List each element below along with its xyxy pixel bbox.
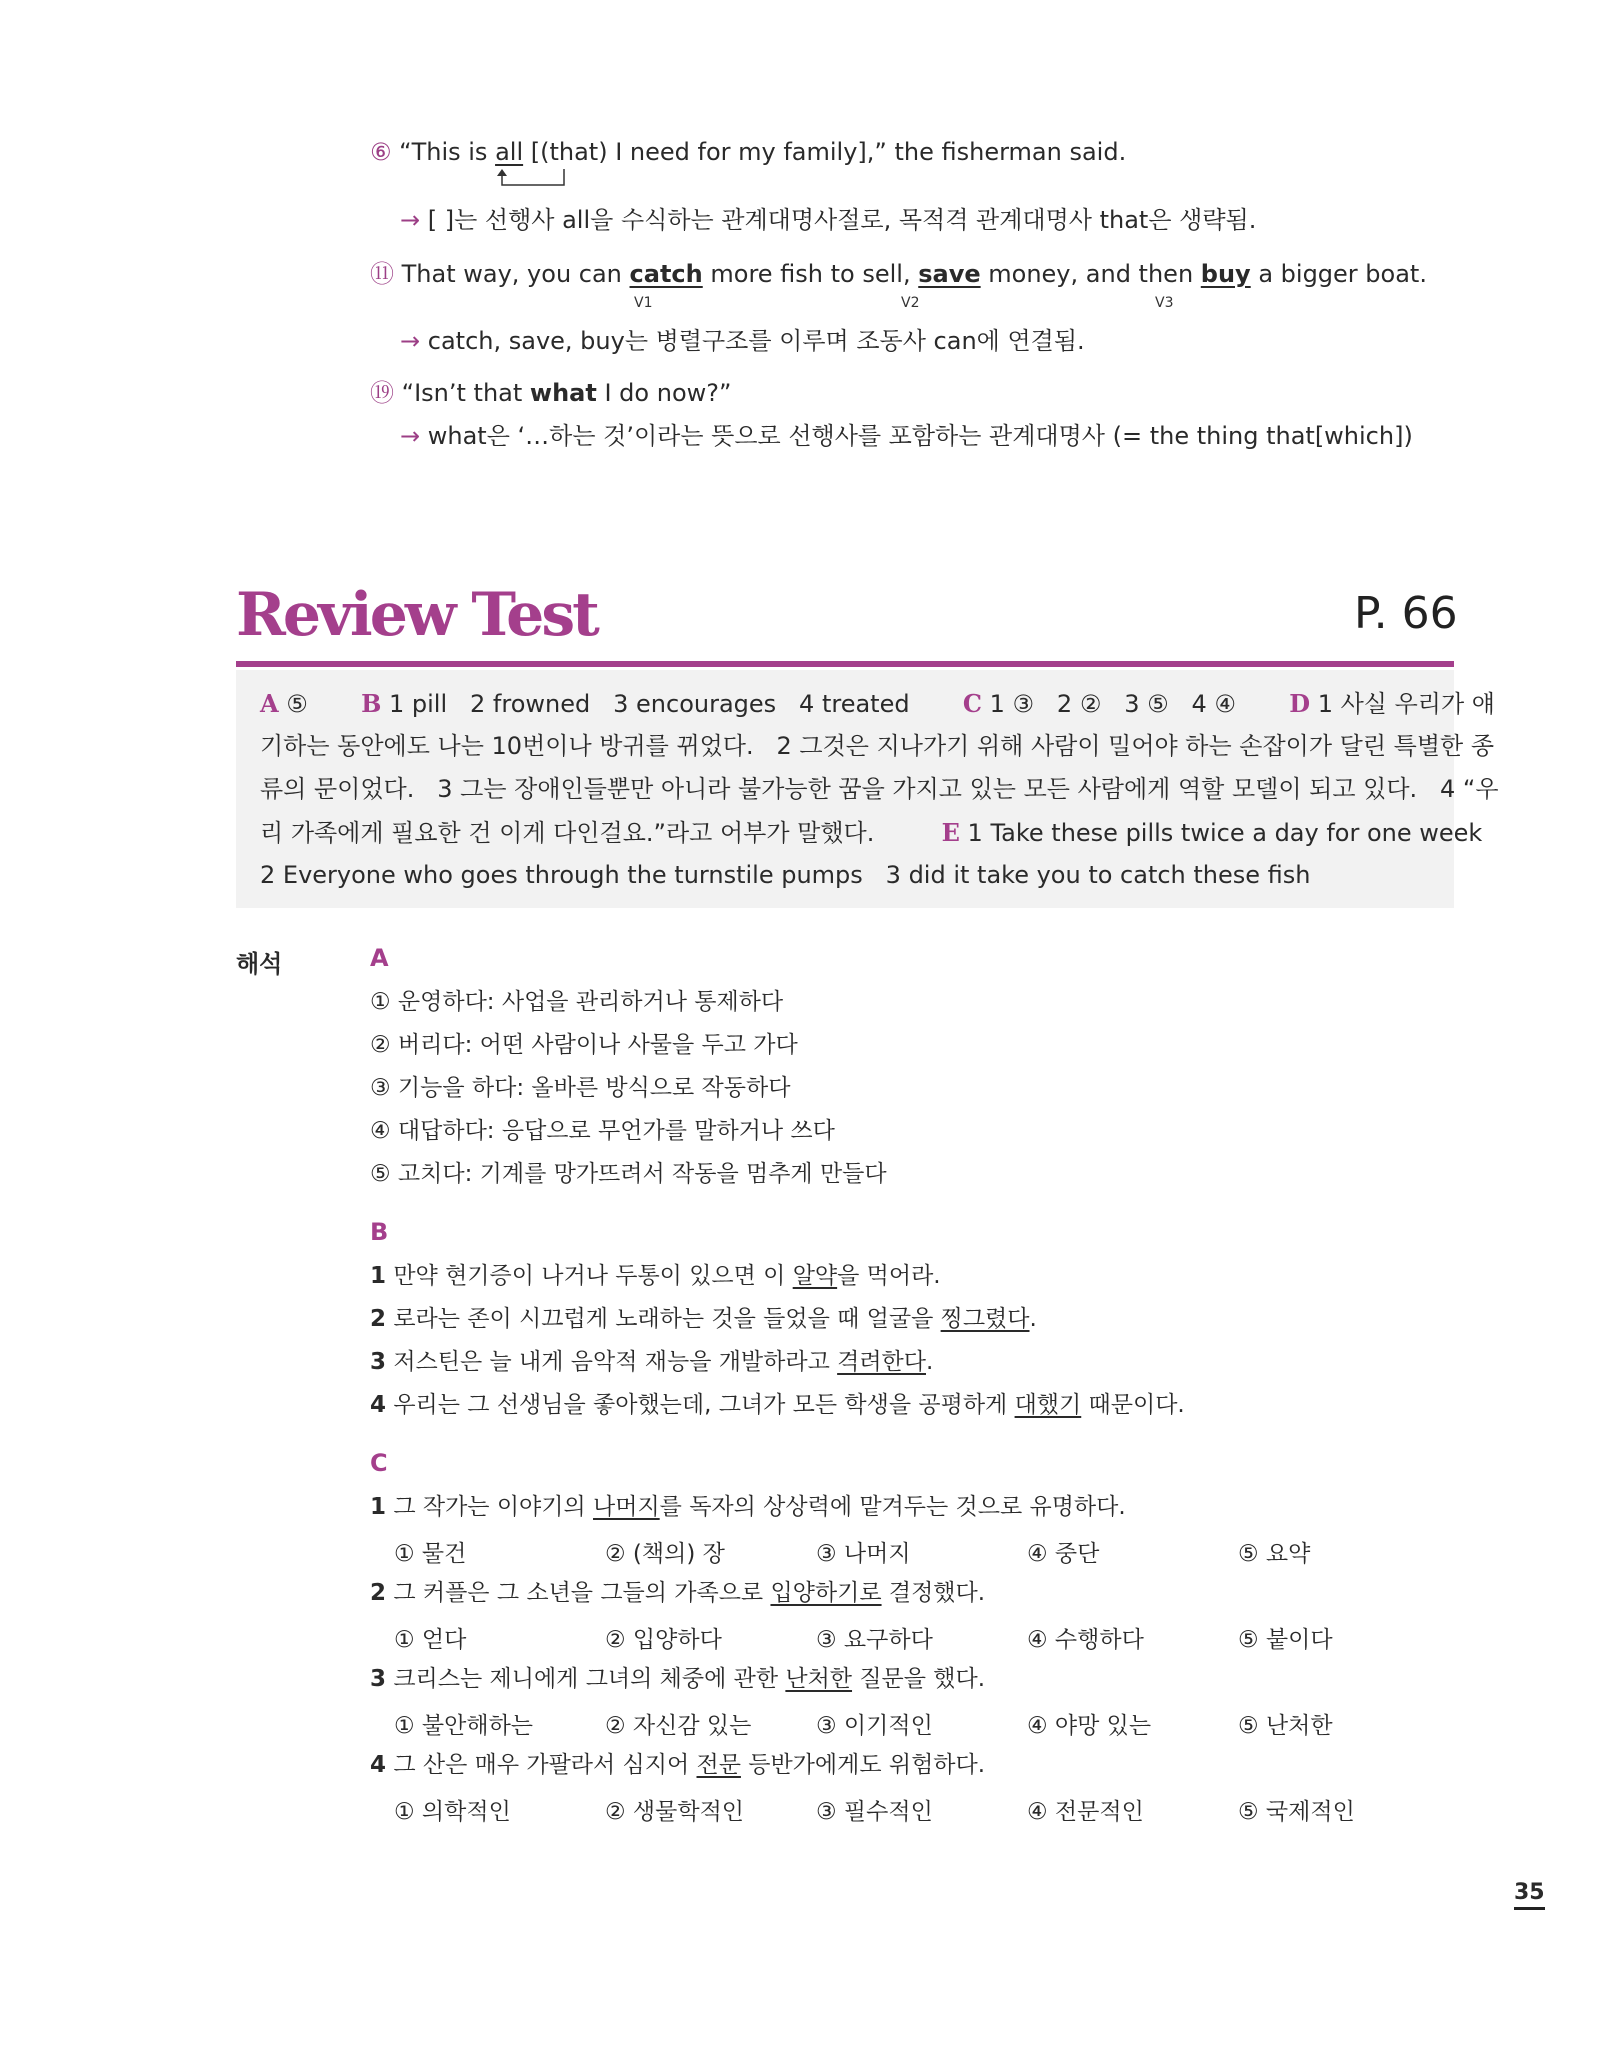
choice-option: ③ 필수적인 — [816, 1799, 933, 1825]
verb-catch: catch — [629, 260, 703, 288]
answer-d: 1 사실 우리가 얘 — [1317, 690, 1495, 718]
title-divider — [236, 661, 1454, 667]
item-text: 그 작가는 이야기의 — [393, 1494, 594, 1520]
verb-buy: buy — [1200, 260, 1251, 288]
modifier-arrow-icon — [492, 167, 572, 191]
page-number: 35 — [1514, 1880, 1545, 1910]
answer-box — [236, 670, 1499, 908]
choice-option: ④ 중단 — [1027, 1541, 1100, 1567]
relative-pronoun: what — [529, 379, 597, 407]
note-19 — [370, 378, 731, 408]
a-item: ③ 기능을 하다: 올바른 방식으로 작동하다 — [370, 1075, 791, 1101]
item-number: 3 — [370, 1349, 387, 1375]
explanation-text: [ ]는 선행사 all을 수식하는 관계대명사절로, 목적격 관계대명사 that은 생략됨. — [427, 206, 1257, 234]
verb-label-v3: V3 — [1155, 295, 1174, 311]
answer-line-3: 류의 문이었다. 3 그는 장애인들뿐만 아니라 불가능한 꿈을 가지고 있는 모든 사람에게 역할 모델이 되고 있다. 4 “우 — [260, 775, 1499, 803]
item-text: 때문이다. — [1081, 1392, 1185, 1418]
answer-letter-d: D — [1289, 689, 1311, 718]
choice-option: ① 의학적인 — [394, 1799, 511, 1825]
item-number: 4 — [370, 1392, 387, 1418]
choice-option: ② 생물학적인 — [605, 1799, 745, 1825]
choice-option: ① 물건 — [394, 1541, 467, 1567]
item-text: 그 커플은 그 소년을 그들의 가족으로 — [393, 1580, 771, 1606]
item-text: . — [1029, 1306, 1037, 1332]
answer-letter-b: B — [361, 689, 382, 718]
choice-option: ② 입양하다 — [605, 1627, 722, 1653]
item-text: 만약 현기증이 나거나 두통이 있으면 이 — [393, 1263, 793, 1289]
answer-a: ⑤ — [286, 690, 308, 718]
underlined-word: 알약 — [792, 1263, 838, 1289]
choice-option: ③ 요구하다 — [816, 1627, 933, 1653]
note-text: That way, you can — [401, 260, 630, 288]
c-item — [370, 1750, 985, 1780]
choice-option: ⑤ 요약 — [1238, 1541, 1311, 1567]
item-number: 2 — [370, 1580, 387, 1606]
b-item — [370, 1304, 1037, 1334]
item-text: 를 독자의 상상력에 맡겨두는 것으로 유명하다. — [659, 1494, 1126, 1520]
item-text: 질문을 했다. — [852, 1666, 986, 1692]
choice-option: ⑤ 난처한 — [1238, 1713, 1333, 1739]
choice-option: ⑤ 붙이다 — [1238, 1627, 1333, 1653]
answer-letter-e: E — [941, 818, 960, 847]
answer-line-1 — [260, 682, 1495, 726]
answer-letter-a: A — [260, 689, 279, 718]
note-11 — [370, 259, 1427, 289]
arrow-icon: → — [400, 206, 421, 234]
antecedent-word: all — [495, 138, 524, 166]
b-item — [370, 1261, 941, 1291]
verb-label-v2: V2 — [901, 295, 920, 311]
b-item — [370, 1347, 933, 1377]
section-c-heading: C — [370, 1449, 388, 1477]
translation-label: 해석 — [236, 950, 283, 978]
a-item: ① 운영하다: 사업을 관리하거나 통제하다 — [370, 989, 784, 1015]
a-item: ⑤ 고치다: 기계를 망가뜨려서 작동을 멈추게 만들다 — [370, 1161, 887, 1187]
section-title: Review Test — [236, 580, 597, 650]
item-text: 등반가에게도 위험하다. — [740, 1752, 986, 1778]
b-item — [370, 1390, 1185, 1420]
note-text: a bigger boat. — [1250, 260, 1427, 288]
section-b-heading: B — [370, 1218, 389, 1246]
item-number: 1 — [370, 1494, 387, 1520]
note-6-explanation — [400, 205, 1256, 235]
answer-e: 1 Take these pills twice a day for one week — [967, 819, 1483, 847]
item-text: 그 산은 매우 가팔라서 심지어 — [393, 1752, 697, 1778]
arrow-icon: → — [400, 422, 421, 450]
choice-option: ④ 야망 있는 — [1027, 1713, 1152, 1739]
item-text: 우리는 그 선생님을 좋아했는데, 그녀가 모든 학생을 공평하게 — [393, 1392, 1015, 1418]
item-number: 1 — [370, 1263, 387, 1289]
verb-label-v1: V1 — [634, 295, 653, 311]
underlined-word: 대했기 — [1014, 1392, 1082, 1418]
note-text: I do now?” — [596, 379, 732, 407]
circled-number: ⑲ — [370, 379, 394, 407]
c-item — [370, 1492, 1126, 1522]
underlined-word: 난처한 — [785, 1666, 853, 1692]
underlined-word: 입양하기로 — [770, 1580, 882, 1606]
a-item: ② 버리다: 어떤 사람이나 사물을 두고 가다 — [370, 1032, 798, 1058]
underlined-word: 격려한다 — [837, 1349, 926, 1375]
note-text: “Isn’t that — [401, 379, 530, 407]
choice-option: ① 얻다 — [394, 1627, 467, 1653]
answer-line-5: 2 Everyone who goes through the turnstile pumps 3 did it take you to catch these fish — [260, 861, 1311, 889]
answer-line-2: 기하는 동안에도 나는 10번이나 방귀를 뀌었다. 2 그것은 지나가기 위해 사람이 밀어야 하는 손잡이가 달린 특별한 종 — [260, 732, 1495, 760]
note-11-explanation — [400, 326, 1085, 356]
underlined-word: 나머지 — [593, 1494, 660, 1520]
item-number: 4 — [370, 1752, 387, 1778]
page-reference: P. 66 — [1354, 588, 1458, 639]
c-item — [370, 1664, 985, 1694]
underlined-word: 전문 — [696, 1752, 741, 1778]
note-text: [(that) I need for my family],” the fisherman said. — [523, 138, 1127, 166]
choice-option: ① 불안해하는 — [394, 1713, 534, 1739]
note-text: more fish to sell, — [702, 260, 919, 288]
note-text: money, and then — [980, 260, 1201, 288]
item-text: . — [926, 1349, 934, 1375]
item-number: 2 — [370, 1306, 387, 1332]
item-text: 크리스는 제니에게 그녀의 체중에 관한 — [393, 1666, 786, 1692]
note-6 — [370, 137, 1126, 167]
choice-option: ④ 수행하다 — [1027, 1627, 1144, 1653]
choice-option: ③ 나머지 — [816, 1541, 911, 1567]
circled-number: ⑥ — [370, 138, 392, 166]
note-19-explanation — [400, 421, 1413, 451]
answer-line-4 — [260, 811, 1482, 855]
answer-b: 1 pill 2 frowned 3 encourages 4 treated — [389, 690, 910, 718]
item-text: 저스틴은 늘 내게 음악적 재능을 개발하라고 — [393, 1349, 838, 1375]
circled-number: ⑪ — [370, 260, 394, 288]
choice-option: ④ 전문적인 — [1027, 1799, 1144, 1825]
note-text: “This is — [399, 138, 496, 166]
item-text: 을 먹어라. — [837, 1263, 941, 1289]
answer-c: 1 ③ 2 ② 3 ⑤ 4 ④ — [989, 690, 1236, 718]
answer-letter-c: C — [962, 689, 982, 718]
choice-option: ③ 이기적인 — [816, 1713, 933, 1739]
item-number: 3 — [370, 1666, 387, 1692]
arrow-icon: → — [400, 327, 421, 355]
choice-option: ② 자신감 있는 — [605, 1713, 752, 1739]
item-text: 로라는 존이 시끄럽게 노래하는 것을 들었을 때 얼굴을 — [393, 1306, 941, 1332]
item-text: 결정했다. — [881, 1580, 986, 1606]
answer-d-end: 리 가족에게 필요한 건 이게 다인걸요.”라고 어부가 말했다. — [260, 819, 875, 847]
c-item — [370, 1578, 985, 1608]
explanation-text: catch, save, buy는 병렬구조를 이루며 조동사 can에 연결됨. — [427, 327, 1085, 355]
section-a-heading: A — [370, 944, 389, 972]
choice-option: ⑤ 국제적인 — [1238, 1799, 1355, 1825]
verb-save: save — [918, 260, 981, 288]
explanation-text: what은 ‘…하는 것’이라는 뜻으로 선행사를 포함하는 관계대명사 (= the thing that[which]) — [427, 422, 1413, 450]
choice-option: ② (책의) 장 — [605, 1541, 725, 1567]
underlined-word: 찡그렸다 — [940, 1306, 1030, 1332]
a-item: ④ 대답하다: 응답으로 무언가를 말하거나 쓰다 — [370, 1118, 835, 1144]
